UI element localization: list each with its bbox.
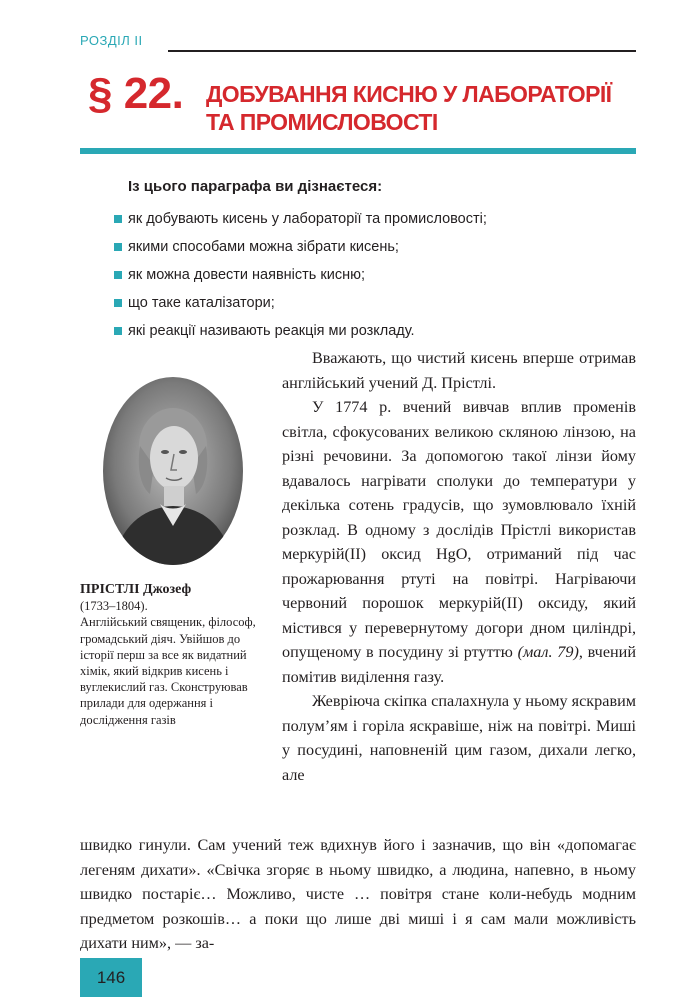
learn-list <box>114 210 487 350</box>
list-item-text: як добувають кисень у лабораторії та промисловості; <box>128 211 487 227</box>
body-paragraph: Жевріюча скіпка спалахнула у ньому яскравим полум’ям і горіла яскравіше, ніж на повітрі. Миші у посудині, наповненій цим газом, дихали легко, але <box>282 692 636 784</box>
body-text: У 1774 р. вчений вивчав вплив променів світла, сфокусованих великою скляною лінзою, на різні речовини. За допомогою такої лінзи йому вдавалось нагрівати сполуки до температури у декілька сотень градусів, що зумовлювало їхній розклад. В одному з дослідів Прістлі використав меркурій(ІІ) оксид HgO, отриманий під час прожарювання ртуті на повітрі. Нагріваючи червоний порошок меркурій(ІІ) оксиду, який містився у перевернутому догори дном циліндрі, опущеному в посудину зі ртуттю <box>282 398 636 661</box>
title-divider <box>80 148 636 154</box>
list-item <box>114 238 487 266</box>
learn-heading: Із цього параграфа ви дізнаєтеся: <box>128 178 383 195</box>
bullet-icon <box>114 215 122 223</box>
list-item <box>114 266 487 294</box>
list-item-text: які реакції називають реакція ми розкладу. <box>128 323 415 339</box>
caption-name: ПРІСТЛІ Джозеф <box>80 582 192 597</box>
section-label: РОЗДІЛ II <box>80 33 143 48</box>
body-paragraph: Вважають, що чистий кисень вперше отримав англійський учений Д. Прістлі. <box>282 349 636 392</box>
page-title: ДОБУВАННЯ КИСНЮ У ЛАБОРАТОРІЇ ТА ПРОМИСЛОВОСТІ <box>206 81 612 135</box>
list-item <box>114 294 487 322</box>
list-item-text: як можна довести наявність кисню; <box>128 267 365 283</box>
caption-description: Англійський священик, філософ, громадський діяч. Увійшов до історії перш за все як видатний хімік, який відкрив кисень і вуглекислий газ. Сконструював прилади для одержання і дослідження газів <box>80 615 256 727</box>
bullet-icon <box>114 299 122 307</box>
body-full-width-text <box>80 833 636 956</box>
paragraph-number: § 22. <box>88 69 184 118</box>
figure-reference: (мал. 79) <box>517 643 579 661</box>
portrait-image <box>102 376 244 566</box>
list-item-text: що таке каталізатори; <box>128 295 275 311</box>
caption-years: (1733–1804). <box>80 599 148 614</box>
header-rule <box>168 50 636 52</box>
portrait-caption <box>80 582 262 728</box>
bullet-icon <box>114 327 122 335</box>
bullet-icon <box>114 243 122 251</box>
body-text: , вчений помітив виділення газу. <box>282 643 636 686</box>
bullet-icon <box>114 271 122 279</box>
body-paragraph: швидко гинули. Сам учений теж вдихнув його і зазначив, що він «допомагає легеням дихати». «Свічка згоряє в ньому швидко, а людина, напевно, в ньому швидко постаріє… Можливо, чисте … повітря стане коли-небудь модним предметом розкошів… а поки що лише дві миші і я сам мали можливість дихати ним», — за- <box>80 836 636 952</box>
page-number: 146 <box>80 958 142 997</box>
body-column-text <box>282 346 636 787</box>
list-item-text: якими способами можна зібрати кисень; <box>128 239 399 255</box>
body-paragraph <box>282 395 636 689</box>
list-item <box>114 210 487 238</box>
